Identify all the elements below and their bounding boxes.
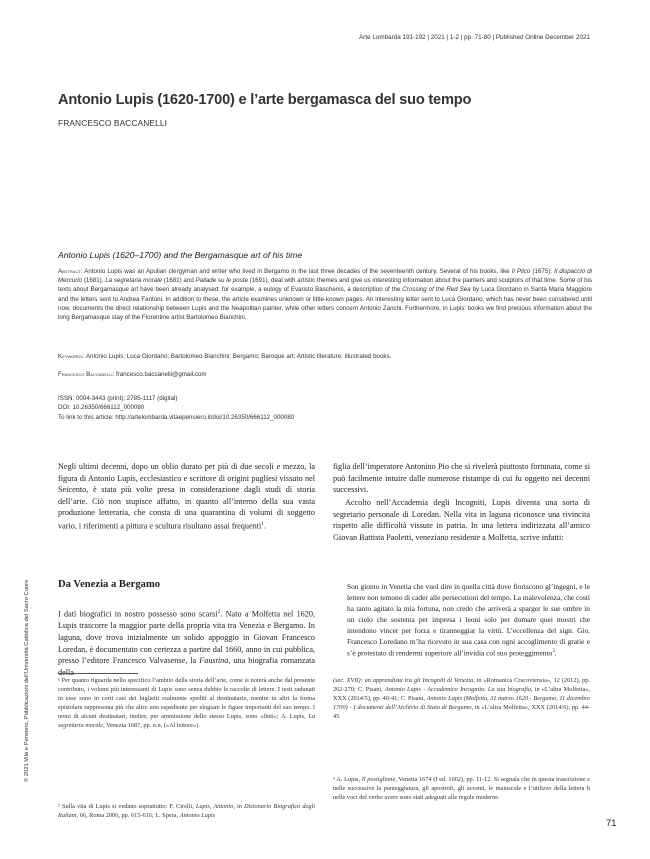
copyright-side-credit: © 2021 Vita e Pensiero, Pubblicazioni dell’Università Cattolica del Sacro Cuore	[24, 579, 30, 782]
english-title: Antonio Lupis (1620–1700) and the Bergamasque art of his time	[58, 250, 303, 260]
abstract-text: (1675),	[530, 268, 555, 275]
author-name: Francesco Baccanelli	[58, 371, 113, 378]
book-title: La segretaria morale	[105, 277, 163, 285]
book-title: Il Plico	[511, 268, 531, 275]
body-paragraph: Accolto nell’Accademia degli Incogniti, Lupis diventa una sorta di segretario personale di Loredan. Nella vita in laguna riconosce una rivincita rispetto alle difficoltà vissute in patria. In una lettera indirizzata all’amico Giovan Battista Paoletti, veneziano residente a Molfetta, scrive infatti:	[333, 498, 590, 542]
footnote-1: ¹ Per quanto riguarda nello specifico l’ambito della storia dell’arte, come si noterà anche dal presente contributo, i volumi più interessanti di Lupis sono senza dubbio le raccolte di lettere. I testi radunati in esse sono in certi casi dei biglietti realmente spediti al destinatario, mentre in altri la forma epistolare rappresenta più che altro uno espediente per elogiare le figure importanti del suo tempo. I nomi di alcuni destinatari, inoltre, per ammissione dello stesso Lupis, sono «finti»; A. Lupis, La segretaria morale, Venezia 1687, pp. n.n. («Al lettore»).	[58, 677, 315, 729]
footnote-2: ² Sulla vita di Lupis si vedano soprattutto: F. Cirelli, Lupis, Antonio, in Dizionario Biografico degli Italiani, 66, Roma 2006, pp. 615-616; L. Spera, Antonio Lupis	[58, 803, 315, 819]
artwork-title: Crossing of the Red Sea	[402, 286, 471, 294]
doi: DOI: 10.26350/666112_000080	[58, 404, 145, 412]
book-title: Il dispaccio di Mercurio	[58, 268, 593, 285]
body-paragraph: Negli ultimi decenni, dopo un oblio durato per più di due secoli e mezzo, la figura di Antonio Lupis, ecclesiastico e scrittore di origini pugliesi vissuto nel Seicento, è stata più volte presa in considerazione dagli studi di storia dell’arte. Ciò non stupisce affatto, in quanto all’interno della sua vasta produzione letteraria, che consta di una quarantina di volumi di soggetto vario, i riferimenti a pittura e scultura risultano assai frequenti$^1$.	[58, 462, 315, 531]
article-author: FRANCESCO BACCANELLI	[58, 118, 168, 128]
block-quote: Son gionto in Venetia che vuol dire in quella città dove fioriscono gl’ingegni, e le lettere non temono di cader alle persecutioni del tempo. La malevolenza, che costì ha tanto agitato la mia fortuna, non credo che arriverà a sparger le sue ombre in un cielo che sostenta per impresa i leoni solo per domare quei mostri che intendono vincer per forza e tiranneggiar la virtù. L’eccellenza del sign. Gio. Francesco Loredano m’ha ricevuto in sua casa con ogni accoglimento di gratie e s’è protestato di rendermi superiore all’invidia col suo proteggimento$^3$.	[347, 582, 590, 658]
footnote-ref[interactable]: 2	[217, 609, 221, 615]
keywords	[58, 352, 592, 361]
keywords-label: Keywords:	[58, 353, 85, 360]
article-title: Antonio Lupis (1620-1700) e l’arte bergamasca del suo tempo	[58, 92, 472, 108]
footnote-divider	[58, 673, 138, 674]
page-number: 71	[606, 817, 617, 828]
footnote-3: ³ A. Lupis, Il postiglione, Venetia 1674 (I ed. 1662), pp. 11-12. Si segnala che in questa trascrizione e nelle successive la punteggiatura, gli apostrofi, gli accenti, le maiuscole e l’utilizzo della lettera h nelle voci del verbo avere sono stati adeguati alle regole moderne.	[333, 776, 590, 801]
book-title: Pallade su le poste	[195, 277, 248, 285]
body-paragraph: figlia dell’imperatore Antonino Pio che si rivelerà piuttosto fortunata, come si può facilmente intuire dalle numerose ristampe di cui fu oggetto nei decenni successivi.	[333, 462, 590, 495]
keywords-text: Antonio Lupis; Luca Giordano; Bartolomeo Bianchini; Bergamo; Baroque art; Artistic literature; Illustrated books.	[84, 353, 392, 360]
abstract-text: (1681) and	[162, 277, 196, 285]
abstract-text: (1691), deal with artistic themes and give us interesting information about the painters and sculptors of that time. Some of his texts about Bergamasque art have been already analysed: for example, a eulogy of Evaristo Baschenis, a description of the	[58, 277, 592, 294]
article-link[interactable]: To link to this article: http://artelombarda.vitaepensiero.it/doi/10.26350/666112_000080	[58, 413, 295, 421]
issn: ISSN: 0004-3443 (print); 2785-1117 (digital)	[58, 395, 178, 402]
article-metadata	[58, 394, 592, 422]
section-heading: Da Venezia a Bergamo	[58, 579, 161, 590]
email-address: : francesco.baccanelli@gmail.com	[112, 371, 207, 378]
body-paragraph: I dati biografici in nostro possesso sono scarsi$^2$. Nato a Molfetta nel 1620, Lupis trascorre la maggior parte della propria vita tra Venezia e Bergamo. In laguna, dove trova inizialmente un solido appoggio in Giovan Francesco Loredan, è documentato con certezza a partire dal 1660, anno in cui pubblica, presso l’editore Francesco Valvasense, la Faustina, una biografia romanzata della	[58, 609, 316, 677]
footnote-ref[interactable]: 3	[552, 649, 555, 655]
abstract-text: (1681),	[82, 277, 106, 285]
author-email	[58, 371, 207, 378]
footnote-2-continued: (sec. XVII): un apprendista tra gli Incogniti di Venezia, in «Romanica Cracoviensia», 12 (2012), pp. 262-270; C. Pisani, Antonio Lupis - Accademico Incognito. La sua biografia, in «L’altra Molfetta», XXX (2014/5), pp. 40-41; C. Pisani, Antonio Lupis (Molfetta, 31 marzo 1620 - Bergamo, 11 dicembre 1700) - I documenti dell’Archivio di Stato di Bergamo, in «L’altra Molfetta», XXX (2014/6), pp. 44-45.	[333, 677, 591, 720]
abstract	[58, 267, 592, 322]
abstract-label: Abstract:	[58, 268, 83, 275]
running-header: Arte Lombarda 191-192 | 2021 | 1-2 | pp. 71-80 | Published Online December 2021	[359, 34, 590, 41]
footnote-ref[interactable]: 1	[261, 520, 265, 527]
abstract-text: Antonio Lupis was an Apulian clergyman and writer who lived in Bergamo in the last three decades of the seventeenth century. Several of his books, like	[82, 268, 512, 275]
abstract-text: by Luca Giordano in Santa Maria Maggiore and the letters sent to Andrea Fantoni. In addition to these, the article examines unknown or little-known pages. An interesting letter sent to Luca Giordano, which has never been considered until now, documents the direct relationship between Lupis and the Neapolitan painter, while other letters concern Antonio Zanchi. Furthermore, in Lupis’ books we find precious information about the long Bergamasque stay of the Florentine artist Bartolomeo Bianchini.	[58, 286, 592, 322]
